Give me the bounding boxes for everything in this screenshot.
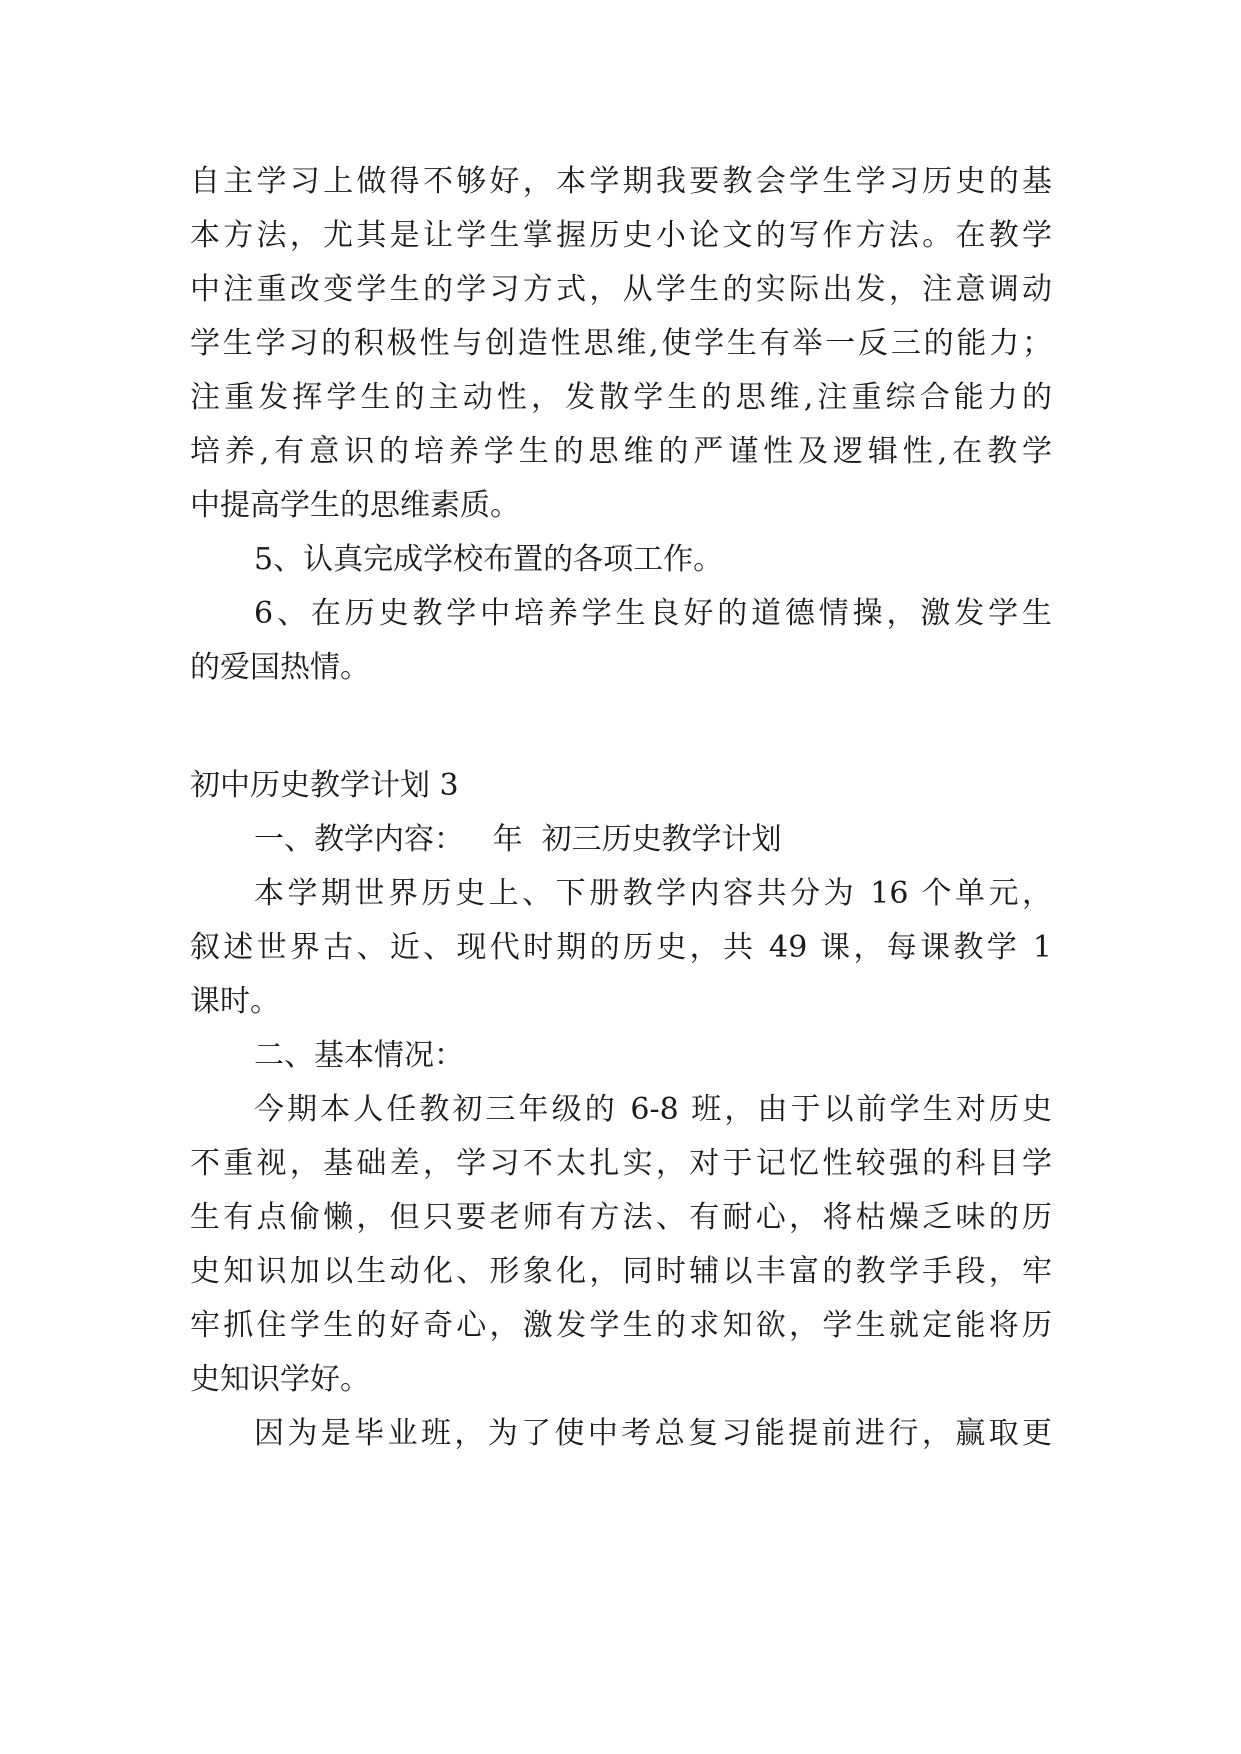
text-line: 中注重改变学生的学习方式，从学生的实际出发，注意调动 [190, 272, 1052, 307]
text-line: 课时。 [190, 984, 280, 1019]
text-line: 生有点偷懒，但只要老师有方法、有耐心，将枯燥乏味的历 [190, 1200, 1052, 1235]
list-item-6 [190, 587, 1052, 695]
text-line: 史知识加以生动化、形象化，同时辅以丰富的教学手段，牢 [190, 1254, 1052, 1289]
paragraph-graduating-class [190, 1407, 1052, 1461]
text-line: 注重发挥学生的主动性，发散学生的思维,注重综合能力的 [190, 380, 1052, 415]
text-line: 培养,有意识的培养学生的思维的严谨性及逻辑性,在教学 [190, 434, 1052, 469]
paragraph-basic-situation [190, 1083, 1052, 1407]
text-line: 牢抓住学生的好奇心，激发学生的求知欲，学生就定能将历 [190, 1308, 1052, 1343]
heading-basic-situation: 二、基本情况： [254, 1038, 464, 1073]
text-line: 自主学习上做得不够好，本学期我要教会学生学习历史的基 [190, 164, 1052, 199]
text-line: 今期本人任教初三年级的 6-8 班，由于以前学生对历史 [254, 1092, 1052, 1127]
paragraph-teaching-content [190, 867, 1052, 1029]
section-title: 初中历史教学计划 3 [190, 768, 459, 803]
text-line: 不重视，基础差，学习不太扎实，对于记忆性较强的科目学 [190, 1146, 1052, 1181]
text-line: 叙述世界古、近、现代时期的历史，共 49 课，每课教学 1 [190, 930, 1052, 965]
text-line: 因为是毕业班，为了使中考总复习能提前进行，赢取更 [254, 1416, 1052, 1451]
heading-teaching-content: 一、教学内容： 年 初三历史教学计划 [254, 822, 782, 857]
text-line: 学生学习的积极性与创造性思维,使学生有举一反三的能力； [190, 326, 1052, 361]
paragraph-continued [190, 155, 1052, 533]
text-line: 的爱国热情。 [190, 650, 370, 685]
document-body [190, 155, 1052, 1461]
text-line: 6、在历史教学中培养学生良好的道德情操，激发学生 [254, 596, 1052, 631]
text-line: 本方法，尤其是让学生掌握历史小论文的写作方法。在教学 [190, 218, 1052, 253]
text-line: 史知识学好。 [190, 1362, 370, 1397]
text-line: 中提高学生的思维素质。 [190, 488, 520, 523]
list-item-5: 5、认真完成学校布置的各项工作。 [254, 542, 724, 577]
section-gap [190, 695, 1052, 759]
text-line: 本学期世界历史上、下册教学内容共分为 16 个单元， [254, 876, 1052, 911]
